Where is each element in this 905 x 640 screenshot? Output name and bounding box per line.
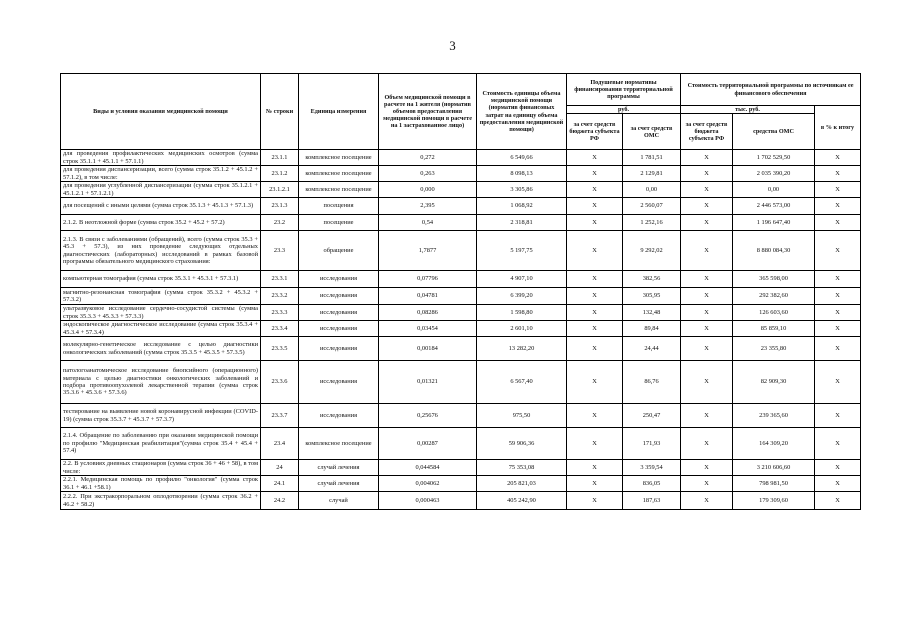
- cell-percent: X: [815, 492, 861, 510]
- cell-percent: X: [815, 404, 861, 428]
- cell-unit: исследования: [299, 361, 379, 404]
- table-row: [61, 428, 861, 460]
- cell-volume: 0,03454: [379, 321, 477, 337]
- cell-row: 23.3.7: [261, 404, 299, 428]
- cell-cost: 75 353,08: [477, 460, 567, 476]
- cell-pc-oms: 2 560,07: [623, 198, 681, 215]
- financing-table: [60, 73, 861, 510]
- cell-name: магнитно-резонансная томография (сумма строк 35.3.2 + 45.3.2 + 57.3.2): [61, 288, 261, 305]
- table-row: [61, 492, 861, 510]
- cell-percent: X: [815, 231, 861, 271]
- cell-volume: 0,07796: [379, 271, 477, 288]
- cell-row: 23.1.2: [261, 166, 299, 182]
- cell-cost: 6 399,20: [477, 288, 567, 305]
- cell-pc-budget: X: [567, 231, 623, 271]
- cell-row: 23.3.4: [261, 321, 299, 337]
- table-row: [61, 198, 861, 215]
- cell-t-budget: X: [681, 305, 733, 321]
- cell-volume: 0,044584: [379, 460, 477, 476]
- cell-cost: 8 098,13: [477, 166, 567, 182]
- cell-percent: X: [815, 198, 861, 215]
- cell-row: 24.2: [261, 492, 299, 510]
- cell-name: для проведения углубленной диспансеризации (сумма строк 35.1.2.1 + 45.1.2.1 + 57.1.2.1): [61, 182, 261, 198]
- cell-pc-oms: 836,05: [623, 476, 681, 492]
- cell-pc-oms: 24,44: [623, 337, 681, 361]
- cell-t-budget: X: [681, 150, 733, 166]
- cell-cost: 3 305,86: [477, 182, 567, 198]
- cell-name: для посещений с иными целями (сумма строк 35.1.3 + 45.1.3 + 57.1.3): [61, 198, 261, 215]
- cell-pc-budget: X: [567, 337, 623, 361]
- cell-unit: случай лечения: [299, 476, 379, 492]
- cell-pc-oms: 382,56: [623, 271, 681, 288]
- cell-unit: исследования: [299, 337, 379, 361]
- cell-volume: 0,00184: [379, 337, 477, 361]
- cell-t-oms: 1 196 647,40: [733, 215, 815, 231]
- table-row: [61, 231, 861, 271]
- cell-t-budget: X: [681, 166, 733, 182]
- cell-pc-budget: X: [567, 428, 623, 460]
- cell-volume: 0,00287: [379, 428, 477, 460]
- cell-t-budget: X: [681, 215, 733, 231]
- cell-t-budget: X: [681, 198, 733, 215]
- cell-t-oms: 3 210 606,60: [733, 460, 815, 476]
- table-row: [61, 150, 861, 166]
- cell-name: для проведения диспансеризации, всего (сумма строк 35.1.2 + 45.1.2 + 57.1.2), в том числе:: [61, 166, 261, 182]
- cell-volume: 2,395: [379, 198, 477, 215]
- cell-percent: X: [815, 182, 861, 198]
- cell-volume: 0,272: [379, 150, 477, 166]
- cell-unit: комплексное посещение: [299, 166, 379, 182]
- header-cost: Стоимость единицы объема медицинской помощи (норматив финансовых затрат на единицу объема предоставления медицинской помощи): [477, 74, 567, 150]
- cell-volume: 0,000463: [379, 492, 477, 510]
- cell-cost: 205 821,03: [477, 476, 567, 492]
- cell-row: 23.2: [261, 215, 299, 231]
- header-name: Виды и условия оказания медицинской помощи: [61, 74, 261, 150]
- cell-t-budget: X: [681, 361, 733, 404]
- cell-pc-budget: X: [567, 476, 623, 492]
- cell-pc-oms: 305,95: [623, 288, 681, 305]
- cell-t-budget: X: [681, 231, 733, 271]
- cell-pc-oms: 171,93: [623, 428, 681, 460]
- cell-pc-budget: X: [567, 215, 623, 231]
- cell-cost: 405 242,90: [477, 492, 567, 510]
- cell-name: тестирование на выявление новой коронавирусной инфекции (COVID-19) (сумма строк 35.3.7 + 45.3.7 + 57.3.7): [61, 404, 261, 428]
- cell-t-oms: 798 981,50: [733, 476, 815, 492]
- cell-t-oms: 8 880 084,30: [733, 231, 815, 271]
- cell-volume: 0,263: [379, 166, 477, 182]
- cell-t-oms: 1 702 529,50: [733, 150, 815, 166]
- cell-pc-oms: 1 781,51: [623, 150, 681, 166]
- cell-pc-budget: X: [567, 492, 623, 510]
- cell-percent: X: [815, 460, 861, 476]
- header-volume: Объем медицинской помощи в расчете на 1 жителя (норматив объемов предоставления медицинской помощи в расчете на 1 застрахованное лицо): [379, 74, 477, 150]
- cell-pc-budget: X: [567, 288, 623, 305]
- cell-unit: исследования: [299, 305, 379, 321]
- header-unit: Единица измерения: [299, 74, 379, 150]
- cell-name: 2.2.1. Медицинская помощь по профилю "онкология" (сумма строк 36.1 + 46.1 +58.1): [61, 476, 261, 492]
- cell-percent: X: [815, 150, 861, 166]
- cell-pc-budget: X: [567, 166, 623, 182]
- cell-t-budget: X: [681, 404, 733, 428]
- cell-cost: 1 068,92: [477, 198, 567, 215]
- cell-percent: X: [815, 271, 861, 288]
- cell-cost: 6 567,40: [477, 361, 567, 404]
- cell-percent: X: [815, 215, 861, 231]
- cell-row: 23.3.5: [261, 337, 299, 361]
- cell-t-oms: 82 909,30: [733, 361, 815, 404]
- cell-cost: 5 197,75: [477, 231, 567, 271]
- cell-t-oms: 2 035 390,20: [733, 166, 815, 182]
- cell-t-oms: 292 382,60: [733, 288, 815, 305]
- cell-pc-oms: 132,48: [623, 305, 681, 321]
- cell-percent: X: [815, 305, 861, 321]
- cell-pc-budget: X: [567, 305, 623, 321]
- cell-cost: 2 601,10: [477, 321, 567, 337]
- cell-t-oms: 23 355,80: [733, 337, 815, 361]
- cell-pc-budget: X: [567, 361, 623, 404]
- cell-t-oms: 0,00: [733, 182, 815, 198]
- cell-name: ультразвуковое исследование сердечно-сосудистой системы (сумма строк 35.3.3 + 45.3.3 + 57.3.3): [61, 305, 261, 321]
- cell-percent: X: [815, 166, 861, 182]
- header-total: Стоимость территориальной программы по источникам ее финансового обеспечения: [681, 74, 861, 106]
- cell-pc-budget: X: [567, 404, 623, 428]
- cell-t-oms: 179 309,60: [733, 492, 815, 510]
- cell-cost: 1 598,80: [477, 305, 567, 321]
- cell-name: компьютерная томография (сумма строк 35.3.1 + 45.3.1 + 57.3.1): [61, 271, 261, 288]
- cell-cost: 13 282,20: [477, 337, 567, 361]
- cell-name: эндоскопическое диагностическое исследование (сумма строк 35.3.4 + 45.3.4 + 57.3.4): [61, 321, 261, 337]
- cell-percent: X: [815, 321, 861, 337]
- cell-cost: 2 318,81: [477, 215, 567, 231]
- table-row: [61, 321, 861, 337]
- cell-percent: X: [815, 476, 861, 492]
- cell-row: 23.1.1: [261, 150, 299, 166]
- cell-row: 23.4: [261, 428, 299, 460]
- cell-cost: 6 549,66: [477, 150, 567, 166]
- table-row: [61, 337, 861, 361]
- cell-name: 2.2. В условиях дневных стационаров (сумма строк 36 + 46 + 58), в том числе:: [61, 460, 261, 476]
- cell-t-budget: X: [681, 288, 733, 305]
- header-t-oms: средства ОМС: [733, 114, 815, 150]
- cell-pc-budget: X: [567, 271, 623, 288]
- cell-pc-oms: 9 292,02: [623, 231, 681, 271]
- cell-cost: 59 906,36: [477, 428, 567, 460]
- cell-cost: 4 907,10: [477, 271, 567, 288]
- cell-t-budget: X: [681, 321, 733, 337]
- header-pc-oms: за счет средств ОМС: [623, 114, 681, 150]
- cell-t-budget: X: [681, 428, 733, 460]
- cell-row: 24: [261, 460, 299, 476]
- cell-unit: комплексное посещение: [299, 428, 379, 460]
- cell-t-budget: X: [681, 476, 733, 492]
- cell-percent: X: [815, 288, 861, 305]
- cell-row: 23.3: [261, 231, 299, 271]
- cell-cost: 975,50: [477, 404, 567, 428]
- cell-pc-budget: X: [567, 182, 623, 198]
- cell-row: 23.1.3: [261, 198, 299, 215]
- cell-name: 2.1.3. В связи с заболеваниями (обращений), всего (сумма строк 35.3 + 45.3 + 57.3), из них проведение следующих отдельных диагностических (лабораторных) исследований в рамках базовой программы обязательного медицинского страхования:: [61, 231, 261, 271]
- table-row: [61, 182, 861, 198]
- cell-pc-budget: X: [567, 321, 623, 337]
- cell-t-oms: 2 446 573,00: [733, 198, 815, 215]
- cell-pc-oms: 2 129,81: [623, 166, 681, 182]
- cell-pc-oms: 1 252,16: [623, 215, 681, 231]
- table-row: [61, 288, 861, 305]
- cell-volume: 0,25676: [379, 404, 477, 428]
- header-per-capita: Подушевые нормативы финансирования территориальной программы: [567, 74, 681, 106]
- cell-volume: 0,08286: [379, 305, 477, 321]
- cell-row: 23.1.2.1: [261, 182, 299, 198]
- cell-t-oms: 365 598,00: [733, 271, 815, 288]
- header-percent: в % к итогу: [815, 106, 861, 150]
- cell-unit: комплексное посещение: [299, 182, 379, 198]
- table-row: [61, 305, 861, 321]
- cell-volume: 0,01321: [379, 361, 477, 404]
- cell-t-oms: 85 859,10: [733, 321, 815, 337]
- cell-t-budget: X: [681, 337, 733, 361]
- cell-t-budget: X: [681, 460, 733, 476]
- cell-volume: 0,04781: [379, 288, 477, 305]
- cell-t-oms: 239 365,60: [733, 404, 815, 428]
- table-row: [61, 271, 861, 288]
- cell-row: 23.3.6: [261, 361, 299, 404]
- header-pc-budget: за счет средств бюджета субъекта РФ: [567, 114, 623, 150]
- cell-volume: 0,54: [379, 215, 477, 231]
- cell-volume: 1,7877: [379, 231, 477, 271]
- cell-unit: обращение: [299, 231, 379, 271]
- table-row: [61, 166, 861, 182]
- table-row: [61, 460, 861, 476]
- cell-pc-oms: 89,84: [623, 321, 681, 337]
- cell-pc-oms: 3 359,54: [623, 460, 681, 476]
- cell-percent: X: [815, 361, 861, 404]
- header-unit-rub: руб.: [567, 106, 681, 114]
- cell-t-budget: X: [681, 271, 733, 288]
- cell-percent: X: [815, 428, 861, 460]
- cell-pc-oms: 86,76: [623, 361, 681, 404]
- cell-t-budget: X: [681, 492, 733, 510]
- cell-pc-budget: X: [567, 198, 623, 215]
- cell-row: 23.3.1: [261, 271, 299, 288]
- cell-name: для проведения профилактических медицинских осмотров (сумма строк 35.1.1 + 45.1.1 + 57.1.1): [61, 150, 261, 166]
- cell-pc-oms: 187,63: [623, 492, 681, 510]
- cell-unit: исследования: [299, 404, 379, 428]
- page-number: 3: [449, 38, 456, 53]
- cell-name: 2.1.4. Обращение по заболеванию при оказании медицинской помощи по профилю "Медицинская реабилитация"(сумма строк 35.4 + 45.4 + 57.4): [61, 428, 261, 460]
- cell-unit: комплексное посещение: [299, 150, 379, 166]
- header-unit-thousand: тыс. руб.: [681, 106, 815, 114]
- cell-unit: случай: [299, 492, 379, 510]
- cell-name: патологоанатомическое исследование биопсийного (операционного) материала с целью диагностики онкологических заболеваний и подбора противоопухолевой лекарственной терапии (сумма строк 35.3.6 + 45.3.6 + 57.3.6): [61, 361, 261, 404]
- cell-unit: посещение: [299, 215, 379, 231]
- cell-row: 23.3.3: [261, 305, 299, 321]
- cell-pc-oms: 0,00: [623, 182, 681, 198]
- cell-volume: 0,004062: [379, 476, 477, 492]
- cell-pc-budget: X: [567, 150, 623, 166]
- cell-t-budget: X: [681, 182, 733, 198]
- table-row: [61, 476, 861, 492]
- table-row: [61, 404, 861, 428]
- cell-unit: исследования: [299, 321, 379, 337]
- table-row: [61, 215, 861, 231]
- cell-unit: посещения: [299, 198, 379, 215]
- cell-name: молекулярно-генетическое исследование с целью диагностики онкологических заболеваний (сумма строк 35.3.5 + 45.3.5 + 57.3.5): [61, 337, 261, 361]
- cell-unit: исследования: [299, 271, 379, 288]
- cell-name: 2.1.2. В неотложной форме (сумма строк 35.2 + 45.2 + 57.2): [61, 215, 261, 231]
- header-t-budget: за счет средств бюджета субъекта РФ: [681, 114, 733, 150]
- cell-unit: случай лечения: [299, 460, 379, 476]
- cell-row: 23.3.2: [261, 288, 299, 305]
- cell-row: 24.1: [261, 476, 299, 492]
- cell-t-oms: 164 309,20: [733, 428, 815, 460]
- header-row: № строки: [261, 74, 299, 150]
- cell-percent: X: [815, 337, 861, 361]
- table-row: [61, 361, 861, 404]
- cell-pc-budget: X: [567, 460, 623, 476]
- cell-pc-oms: 250,47: [623, 404, 681, 428]
- cell-name: 2.2.2. При экстракорпоральном оплодотворении (сумма строк 36.2 + 46.2 + 58.2): [61, 492, 261, 510]
- cell-unit: исследования: [299, 288, 379, 305]
- cell-t-oms: 126 603,60: [733, 305, 815, 321]
- cell-volume: 0,000: [379, 182, 477, 198]
